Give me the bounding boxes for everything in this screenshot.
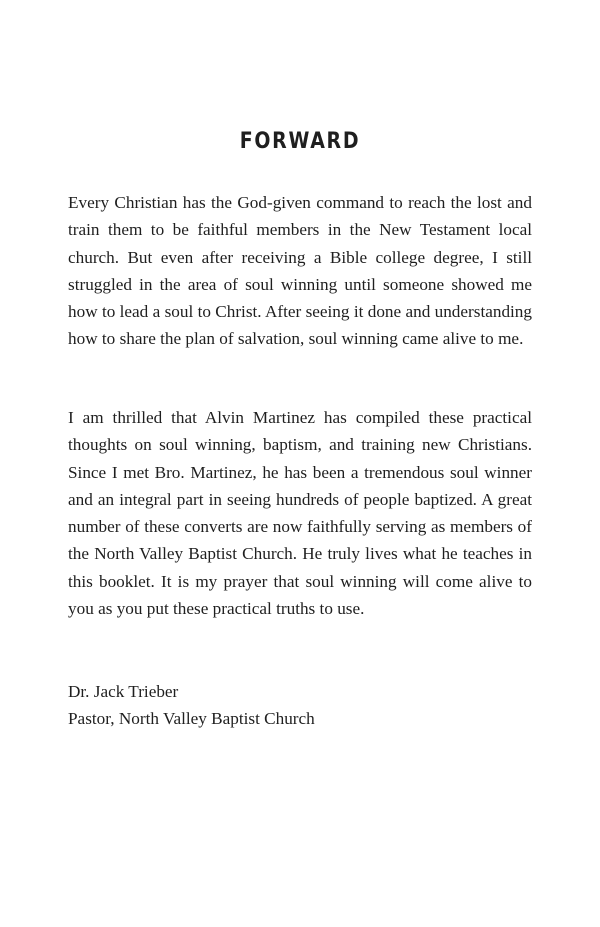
paragraph-2: I am thrilled that Alvin Martinez has compiled these practical thoughts on soul winning, baptism, and training new Christians. Since I met Bro. Martinez, he has been a tremendous soul winner and an integral part in seeing hundreds of people baptized. A great number of these converts are now faithfully serving as members of the North Valley Baptist Church. He truly lives what he teaches in this booklet. It is my prayer that soul winning will come alive to you as you put these practical truths to use. — [68, 408, 532, 619]
paragraph-1-block — [68, 189, 532, 353]
signature-title: Pastor, North Valley Baptist Church — [68, 709, 315, 729]
paragraph-2-block — [68, 404, 532, 622]
signature-block — [68, 678, 532, 733]
page-title: FORWARD — [239, 129, 361, 154]
paragraph-1: Every Christian has the God-given command to reach the lost and train them to be faithful members in the New Testament local church. But even after receiving a Bible college degree, I still struggled in the area of soul winning until someone showed me how to lead a soul to Christ. After seeing it done and understanding how to share the plan of salvation, soul winning came alive to me. — [68, 193, 532, 349]
signature-name: Dr. Jack Trieber — [68, 682, 179, 701]
